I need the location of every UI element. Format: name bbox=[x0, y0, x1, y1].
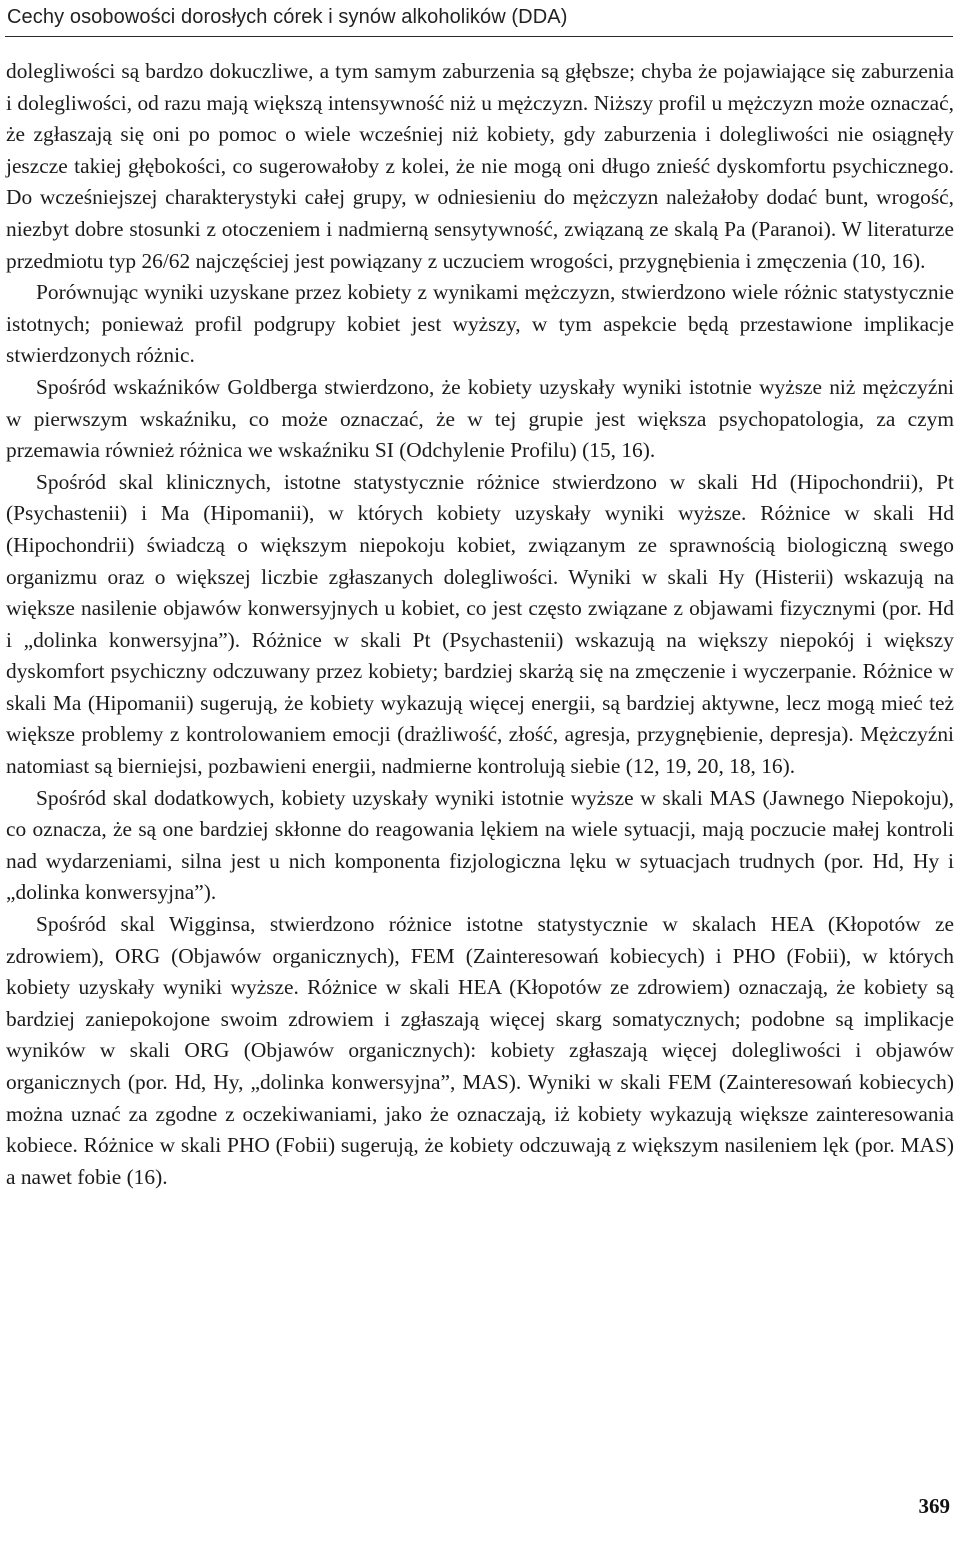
paragraph: Spośród skal klinicznych, istotne statystycznie różnice stwierdzono w skali Hd (Hipochondrii), Pt (Psychastenii) i Ma (Hipomanii), w których kobiety uzyskały wyniki wyższe. Różnice w skali Hd (Hipochondrii) świadczą o większym niepokoju kobiet, związanym ze sprawnością biologiczną swego organizmu oraz o większej liczbie zgłaszanych dolegliwości. Wyniki w skali Hy (Histerii) wskazują na większe nasilenie objawów konwersyjnych u kobiet, co jest często związane z objawami fizycznymi (por. Hd i „dolinka konwersyjna”). Różnice w skali Pt (Psychastenii) wskazują na większy niepokój i większy dyskomfort psychiczny odczuwany przez kobiety; bardziej skarżą się na zmęczenie i wyczerpanie. Różnice w skali Ma (Hipomanii) sugerują, że kobiety wykazują więcej energii, są bardziej aktywne, lecz mogą mieć też większe problemy z kontrolowaniem emocji (drażliwość, złość, agresja, przygnębienie, depresja). Mężczyźni natomiast są bierniejsi, pozbawieni energii, nadmierne kontrolują siebie (12, 19, 20, 18, 16). bbox=[6, 469, 954, 779]
paragraph: Spośród skal Wigginsa, stwierdzono różnice istotne statystycznie w skalach HEA (Kłopotów ze zdrowiem), ORG (Objawów organicznych), FEM (Zainteresowań kobiecych) i PHO (Fobii), w których kobiety uzyskały wyniki wyższe. Różnice w skali HEA (Kłopotów ze zdrowiem) oznaczają, że kobiety są bardziej zaniepokojone swoim zdrowiem i zgłaszają więcej skarg somatycznych; podobne są implikacje wyników w skali ORG (Objawów organicznych): kobiety zgłaszają więcej dolegliwości i objawów organicznych (por. Hd, Hy, „dolinka konwersyjna”, MAS). Wyniki w skali FEM (Zainteresowań kobiecych) można uznać za zgodne z oczekiwaniami, jako że oznaczają, iż kobiety wykazują większe zainteresowania kobiece. Różnice w skali PHO (Fobii) sugerują, że kobiety odczuwają z większym nasileniem lęk (por. MAS) a nawet fobie (16). bbox=[6, 912, 954, 1189]
header-rule bbox=[5, 36, 953, 37]
paragraph-continued: dolegliwości są bardzo dokuczliwe, a tym samym zaburzenia są głębsze; chyba że pojawiające się zaburzenia i dolegliwości, od razu mają większą intensywność niż u mężczyzn. Niższy profil u mężczyzn może oznaczać, że zgłaszają się oni po pomoc o wiele wcześniej niż kobiety, gdy zaburzenia i dolegliwości nie osiągnęły jeszcze takiej głębokości, co sugerowałoby z kolei, że nie mogą oni długo znieść dyskomfortu psychicznego. Do wcześniejszej charakterystyki całej grupy, w odniesieniu do mężczyzn należałoby dodać bunt, wrogość, niezbyt dobre stosunki z otoczeniem i nadmierną sensytywność, związaną ze skalą Pa (Paranoi). W literaturze przedmiotu typ 26/62 najczęściej jest powiązany z uczuciem wrogości, przygnębienia i zmęczenia (10, 16). bbox=[6, 59, 954, 273]
running-header: Cechy osobowości dorosłych córek i synów alkoholików (DDA) bbox=[7, 6, 568, 28]
paragraph: Spośród wskaźników Goldberga stwierdzono, że kobiety uzyskały wyniki istotnie wyższe niż mężczyźni w pierwszym wskaźniku, co może oznaczać, że w tej grupie jest większa psychopatologia, za czym przemawia również różnica we wskaźniku SI (Odchylenie Profilu) (15, 16). bbox=[6, 374, 954, 463]
paragraph: Spośród skal dodatkowych, kobiety uzyskały wyniki istotnie wyższe w skali MAS (Jawnego Niepokoju), co oznacza, że są one bardziej skłonne do reagowania lękiem na wiele sytuacji, mają poczucie małej kontroli nad wydarzeniami, silna jest u nich komponenta fizjologiczna lęku w sytuacjach trudnych (por. Hd, Hy i „dolinka konwersyjna”). bbox=[6, 785, 954, 905]
paragraph: Porównując wyniki uzyskane przez kobiety z wynikami mężczyzn, stwierdzono wiele różnic statystycznie istotnych; ponieważ profil podgrupy kobiet jest wyższy, w tym aspekcie będą przestawione implikacje stwierdzonych różnic. bbox=[6, 280, 954, 368]
body-text bbox=[6, 56, 954, 1193]
page-number: 369 bbox=[918, 1494, 950, 1518]
